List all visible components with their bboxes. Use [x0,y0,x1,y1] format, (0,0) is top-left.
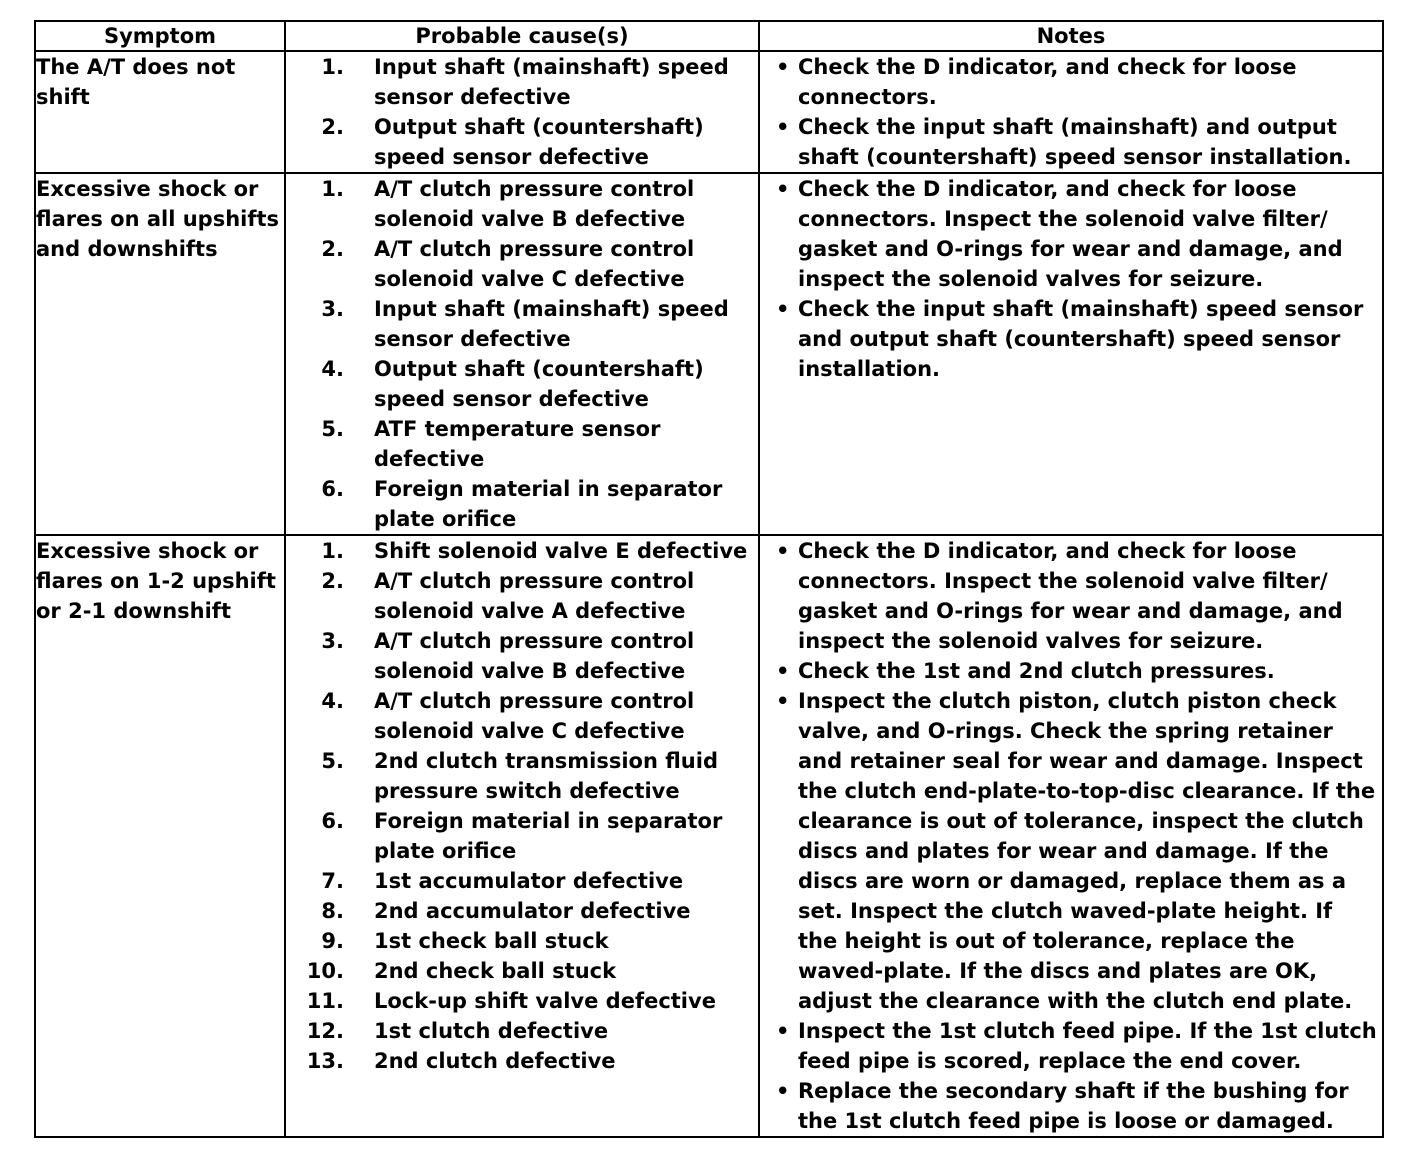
cause-number: 6. [321,477,344,501]
note-item [760,1016,1382,1076]
table-row [35,173,1383,535]
cause-text: Foreign material in separator plate orifice [374,809,723,863]
note-item [760,52,1382,112]
cause-number: 1. [321,539,344,563]
cause-text: Lock-up shift valve defective [374,989,716,1013]
cause-item [286,414,758,474]
note-item [760,1076,1382,1136]
bullet-icon: • [776,1079,790,1103]
cause-number: 4. [321,357,344,381]
table-row [35,535,1383,1137]
causes-list [286,536,758,1076]
bullet-icon: • [776,539,790,563]
cause-number: 5. [321,749,344,773]
cause-number: 2. [321,569,344,593]
cause-number: 5. [321,417,344,441]
cause-item [286,294,758,354]
bullet-icon: • [776,177,790,201]
cause-item [286,896,758,926]
cause-number: 12. [306,1019,344,1043]
causes-list [286,52,758,172]
causes-list [286,174,758,534]
note-text: Check the 1st and 2nd clutch pressures. [798,659,1275,683]
cause-number: 3. [321,297,344,321]
notes-cell [759,51,1383,173]
cause-item [286,1046,758,1076]
cause-text: 2nd check ball stuck [374,959,617,983]
cause-text: 2nd clutch defective [374,1049,616,1073]
note-item [760,656,1382,686]
cause-number: 10. [306,959,344,983]
cause-item [286,866,758,896]
symptom-cell: The A/T does not shift [35,51,285,173]
cause-text: 2nd accumulator defective [374,899,691,923]
cause-item [286,986,758,1016]
notes-cell [759,535,1383,1137]
note-item [760,686,1382,1016]
cause-number: 11. [306,989,344,1013]
cause-item [286,926,758,956]
note-text: Check the D indicator, and check for loose connectors. Inspect the solenoid valve filter/ gasket and O-rings for wear and damage, and inspect the solenoid valves for seizure. [798,177,1343,291]
header-row [35,21,1383,51]
table-row [35,51,1383,173]
note-text: Check the input shaft (mainshaft) speed sensor and output shaft (countershaft) speed sensor installation. [798,297,1364,381]
header-notes: Notes [759,21,1383,51]
cause-text: A/T clutch pressure control solenoid valve A defective [374,569,695,623]
cause-text: ATF temperature sensor defective [374,417,661,471]
cause-text: Input shaft (mainshaft) speed sensor defective [374,55,729,109]
symptom-cell: Excessive shock or flares on all upshifts and downshifts [35,173,285,535]
cause-text: Input shaft (mainshaft) speed sensor defective [374,297,729,351]
header-causes: Probable cause(s) [285,21,759,51]
note-text: Check the input shaft (mainshaft) and output shaft (countershaft) speed sensor installation. [798,115,1352,169]
cause-text: 2nd clutch transmission fluid pressure switch defective [374,749,718,803]
cause-text: Shift solenoid valve E defective [374,539,748,563]
cause-item [286,1016,758,1046]
note-text: Inspect the 1st clutch feed pipe. If the 1st clutch feed pipe is scored, replace the end cover. [798,1019,1377,1073]
bullet-icon: • [776,55,790,79]
bullet-icon: • [776,115,790,139]
bullet-icon: • [776,1019,790,1043]
note-text: Check the D indicator, and check for loose connectors. Inspect the solenoid valve filter/ gasket and O-rings for wear and damage, and inspect the solenoid valves for seizure. [798,539,1343,653]
cause-text: 1st check ball stuck [374,929,609,953]
notes-list [760,52,1382,172]
cause-text: Output shaft (countershaft) speed sensor defective [374,357,704,411]
cause-text: A/T clutch pressure control solenoid valve B defective [374,629,695,683]
cause-item [286,354,758,414]
cause-text: 1st clutch defective [374,1019,609,1043]
cause-number: 1. [321,55,344,79]
cause-text: A/T clutch pressure control solenoid valve C defective [374,237,695,291]
bullet-icon: • [776,659,790,683]
cause-item [286,626,758,686]
cause-text: A/T clutch pressure control solenoid valve B defective [374,177,695,231]
cause-number: 13. [306,1049,344,1073]
cause-item [286,174,758,234]
note-item [760,536,1382,656]
cause-item [286,686,758,746]
notes-cell [759,173,1383,535]
cause-item [286,956,758,986]
cause-text: Output shaft (countershaft) speed sensor defective [374,115,704,169]
cause-number: 6. [321,809,344,833]
cause-number: 2. [321,237,344,261]
cause-item [286,112,758,172]
cause-number: 8. [321,899,344,923]
causes-cell [285,51,759,173]
cause-number: 3. [321,629,344,653]
cause-item [286,566,758,626]
cause-number: 1. [321,177,344,201]
causes-cell [285,535,759,1137]
cause-item [286,474,758,534]
note-text: Check the D indicator, and check for loose connectors. [798,55,1297,109]
symptom-cell: Excessive shock or flares on 1-2 upshift or 2-1 downshift [35,535,285,1137]
notes-list [760,536,1382,1136]
cause-item [286,806,758,866]
note-text: Replace the secondary shaft if the bushing for the 1st clutch feed pipe is loose or damaged. [798,1079,1349,1133]
cause-item [286,234,758,294]
cause-number: 4. [321,689,344,713]
cause-number: 7. [321,869,344,893]
cause-item [286,52,758,112]
notes-list [760,174,1382,384]
cause-text: 1st accumulator defective [374,869,684,893]
cause-number: 2. [321,115,344,139]
bullet-icon: • [776,297,790,321]
troubleshooting-table [34,20,1384,1138]
header-symptom: Symptom [35,21,285,51]
cause-number: 9. [321,929,344,953]
cause-item [286,536,758,566]
causes-cell [285,173,759,535]
note-text: Inspect the clutch piston, clutch piston check valve, and O-rings. Check the spring retainer and retainer seal for wear and damage. Inspect the clutch end-plate-to-top-disc clearance. If the clearance is out of tolerance, inspect the clutch discs and plates for wear and damage. If the discs are worn or damaged, replace them as a set. Inspect the clutch waved-plate height. If the height is out of tolerance, replace the waved-plate. If the discs and plates are OK, adjust the clearance with the clutch end plate. [798,689,1376,1013]
bullet-icon: • [776,689,790,713]
cause-item [286,746,758,806]
cause-text: A/T clutch pressure control solenoid valve C defective [374,689,695,743]
note-item [760,294,1382,384]
cause-text: Foreign material in separator plate orifice [374,477,723,531]
note-item [760,112,1382,172]
note-item [760,174,1382,294]
